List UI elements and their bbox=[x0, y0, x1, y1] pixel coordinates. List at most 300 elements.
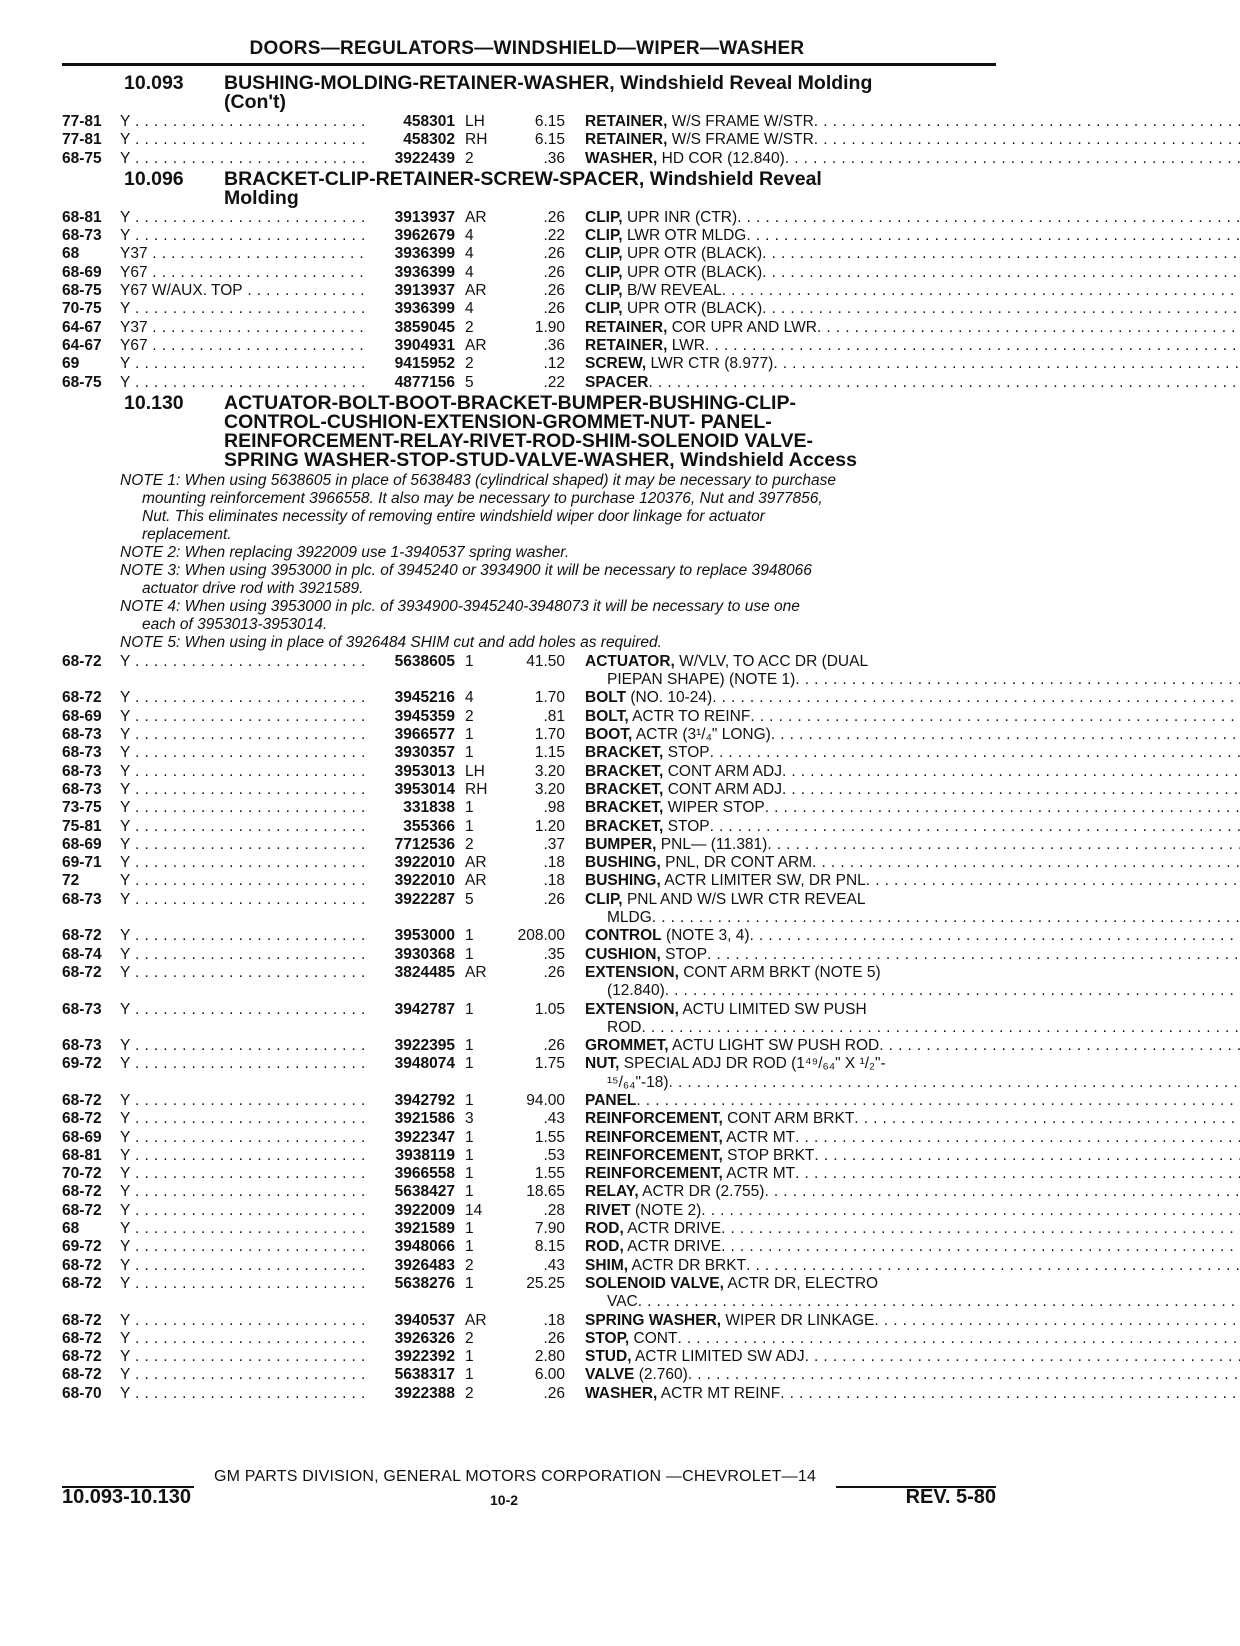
description-line bbox=[585, 245, 1240, 263]
part-number: 4877156 bbox=[394, 373, 455, 391]
part-name: REINFORCEMENT, bbox=[585, 1128, 723, 1146]
parts-row bbox=[62, 1165, 996, 1183]
description-line bbox=[585, 1055, 1240, 1073]
part-number: 3921586 bbox=[394, 1110, 455, 1128]
quantity: AR bbox=[465, 336, 487, 354]
description-line bbox=[585, 1202, 1240, 1220]
description-line bbox=[585, 1330, 1240, 1348]
description-text bbox=[585, 355, 773, 373]
dot-leader bbox=[866, 872, 1240, 890]
quantity: 1 bbox=[465, 1165, 474, 1183]
description-line bbox=[585, 337, 1240, 355]
price: 18.65 bbox=[526, 1183, 565, 1201]
model-years: 68-72 bbox=[62, 963, 102, 981]
part-detail: UPR INR (CTR) bbox=[626, 208, 738, 226]
part-description bbox=[585, 337, 1240, 355]
description-line bbox=[585, 319, 1240, 337]
part-description bbox=[585, 1348, 1240, 1366]
part-detail: UPR OTR (BLACK) bbox=[626, 263, 763, 281]
description-line bbox=[585, 1348, 1240, 1366]
dot-leader bbox=[746, 1257, 1240, 1275]
part-detail: ACTU LIGHT SW PUSH ROD bbox=[671, 1037, 880, 1055]
description-text bbox=[585, 1129, 795, 1147]
dot-leader bbox=[722, 282, 1240, 300]
part-name: REINFORCEMENT, bbox=[585, 1165, 723, 1183]
dot-leader bbox=[795, 1165, 1240, 1183]
quantity: 1 bbox=[465, 1128, 474, 1146]
dot-leader bbox=[785, 150, 1240, 168]
quantity: 1 bbox=[465, 1091, 474, 1109]
part-detail: ACTR DR (2.755) bbox=[642, 1183, 765, 1201]
description-text bbox=[585, 1165, 795, 1183]
section-title bbox=[224, 391, 996, 471]
part-detail: ACTR DRIVE bbox=[627, 1238, 722, 1256]
part-detail: (12.840) bbox=[607, 982, 665, 1000]
description-text bbox=[585, 245, 762, 263]
note bbox=[120, 598, 996, 634]
part-description bbox=[585, 1037, 1240, 1055]
quantity: 2 bbox=[465, 835, 474, 853]
part-name: CLIP, bbox=[585, 890, 623, 908]
description-line bbox=[585, 927, 1240, 945]
dot-leader bbox=[764, 1183, 1240, 1201]
dot-leader bbox=[874, 1312, 1240, 1330]
part-number: 5638317 bbox=[394, 1366, 455, 1384]
part-number: 3922010 bbox=[394, 854, 455, 872]
part-name: SOLENOID VALVE, bbox=[585, 1274, 724, 1292]
application: Y . . . bbox=[120, 1275, 370, 1312]
description-line bbox=[585, 836, 1240, 854]
model-years: 68-72 bbox=[62, 652, 102, 670]
dot-leader bbox=[652, 909, 1240, 927]
part-detail: CONT ARM BRKT (NOTE 5) bbox=[683, 963, 881, 981]
quantity: 1 bbox=[465, 1183, 474, 1201]
application: Y67 . . . bbox=[120, 264, 370, 282]
description-line bbox=[585, 689, 1240, 707]
parts-row bbox=[62, 927, 996, 945]
section-notes bbox=[62, 472, 996, 652]
description-line bbox=[585, 1275, 1240, 1293]
part-number: 3922395 bbox=[394, 1037, 455, 1055]
part-detail: UPR OTR (BLACK) bbox=[626, 245, 763, 263]
description-line bbox=[585, 891, 1240, 909]
parts-row bbox=[62, 1330, 996, 1348]
part-number: 3953000 bbox=[394, 927, 455, 945]
price: .26 bbox=[543, 300, 565, 318]
model-years: 68-73 bbox=[62, 227, 102, 245]
section-title-line: Molding bbox=[224, 186, 299, 209]
model-years: 68-69 bbox=[62, 1128, 102, 1146]
application: Y . . . bbox=[120, 763, 370, 781]
application: Y . . . bbox=[120, 781, 370, 799]
part-name: RETAINER, bbox=[585, 113, 668, 130]
description-text bbox=[585, 891, 866, 909]
parts-row bbox=[62, 726, 996, 744]
description-line bbox=[585, 799, 1240, 817]
quantity: 1 bbox=[465, 1238, 474, 1256]
application: Y67 . . . bbox=[120, 337, 370, 355]
section-heading bbox=[62, 391, 996, 471]
parts-row bbox=[62, 337, 996, 355]
quantity: 1 bbox=[465, 1037, 474, 1055]
parts-row bbox=[62, 1037, 996, 1055]
description-line bbox=[585, 781, 1240, 799]
part-description bbox=[585, 209, 1240, 227]
part-number: 3945216 bbox=[394, 689, 455, 707]
part-name: CLIP, bbox=[585, 263, 623, 281]
part-detail: HD COR (12.840) bbox=[661, 149, 785, 167]
quantity: 14 bbox=[465, 1201, 483, 1219]
price: .36 bbox=[543, 149, 565, 167]
part-name: BRACKET, bbox=[585, 799, 664, 817]
application: Y . . . bbox=[120, 891, 370, 928]
description-line bbox=[585, 872, 1240, 890]
dot-leader bbox=[773, 355, 1240, 373]
part-name: BUSHING, bbox=[585, 854, 661, 872]
parts-row bbox=[62, 818, 996, 836]
price: .28 bbox=[543, 1201, 565, 1219]
price: 7.90 bbox=[534, 1220, 565, 1238]
application: Y . . . bbox=[120, 1055, 370, 1092]
quantity: 4 bbox=[465, 227, 474, 245]
section-number: 10.096 bbox=[124, 167, 184, 190]
part-name: RIVET bbox=[585, 1201, 631, 1219]
parts-row bbox=[62, 1385, 996, 1403]
part-name: SHIM, bbox=[585, 1256, 629, 1274]
part-number: 7712536 bbox=[394, 835, 455, 853]
description-line bbox=[585, 744, 1240, 762]
part-detail: ACTR LIMITER SW, DR PNL bbox=[664, 872, 866, 890]
dot-leader bbox=[762, 245, 1240, 263]
part-name: RETAINER, bbox=[585, 318, 668, 336]
price: 1.90 bbox=[534, 318, 565, 336]
description-text bbox=[585, 763, 782, 781]
description-line bbox=[585, 1183, 1240, 1201]
quantity: 2 bbox=[465, 318, 474, 336]
application: Y . . . bbox=[120, 227, 370, 245]
model-years: 64-67 bbox=[62, 336, 102, 354]
part-number: 3922009 bbox=[394, 1201, 455, 1219]
quantity: 4 bbox=[465, 689, 474, 707]
description-text bbox=[585, 1183, 764, 1201]
model-years: 68-72 bbox=[62, 1274, 102, 1292]
note-line: each of 3953013-3953014. bbox=[142, 615, 328, 633]
description-text bbox=[585, 1385, 780, 1403]
description-text bbox=[585, 282, 722, 300]
note bbox=[120, 562, 996, 598]
part-description bbox=[585, 355, 1240, 373]
application: Y . . . bbox=[120, 726, 370, 744]
part-name: RETAINER, bbox=[585, 336, 668, 354]
parts-row bbox=[62, 946, 996, 964]
part-description bbox=[585, 781, 1240, 799]
application: Y . . . bbox=[120, 964, 370, 1001]
description-text bbox=[607, 1293, 638, 1311]
dot-leader bbox=[677, 1330, 1240, 1348]
description-text bbox=[585, 374, 648, 392]
section-number: 10.130 bbox=[124, 391, 184, 414]
parts-row bbox=[62, 1312, 996, 1330]
description-line bbox=[585, 1074, 1240, 1092]
dot-leader bbox=[648, 374, 1240, 392]
model-years: 69-72 bbox=[62, 1238, 102, 1256]
quantity: 1 bbox=[465, 1055, 474, 1073]
section-heading bbox=[62, 167, 996, 209]
model-years: 68-72 bbox=[62, 1110, 102, 1128]
description-text bbox=[607, 982, 665, 1000]
part-description bbox=[585, 1001, 1240, 1038]
price: .26 bbox=[543, 245, 565, 263]
quantity: 1 bbox=[465, 1348, 474, 1366]
description-text bbox=[585, 1037, 879, 1055]
part-description bbox=[585, 245, 1240, 263]
part-number: 3948074 bbox=[394, 1055, 455, 1073]
model-years: 68-75 bbox=[62, 149, 102, 167]
description-line bbox=[585, 763, 1240, 781]
quantity: AR bbox=[465, 963, 487, 981]
part-number: 3913937 bbox=[394, 208, 455, 226]
quantity: 2 bbox=[465, 149, 474, 167]
part-description bbox=[585, 1147, 1240, 1165]
price: .98 bbox=[543, 799, 565, 817]
price: .26 bbox=[543, 263, 565, 281]
part-detail: W/S FRAME W/STR bbox=[671, 131, 814, 149]
price: 1.15 bbox=[534, 744, 565, 762]
model-years: 68-73 bbox=[62, 726, 102, 744]
part-number: 3930368 bbox=[394, 945, 455, 963]
part-description bbox=[585, 744, 1240, 762]
dot-leader bbox=[665, 982, 1240, 1000]
part-detail: (NO. 10-24) bbox=[630, 689, 713, 707]
dot-leader bbox=[780, 1385, 1240, 1403]
application: Y . . . bbox=[120, 799, 370, 817]
note bbox=[120, 544, 996, 562]
parts-row bbox=[62, 319, 996, 337]
description-text bbox=[585, 1055, 886, 1073]
application: Y . . . bbox=[120, 872, 370, 890]
price: 6.15 bbox=[534, 131, 565, 149]
description-line bbox=[585, 1220, 1240, 1238]
price: .53 bbox=[543, 1146, 565, 1164]
part-detail: (2.760) bbox=[638, 1366, 688, 1384]
parts-row bbox=[62, 1348, 996, 1366]
part-name: GROMMET, bbox=[585, 1037, 669, 1055]
quantity: 5 bbox=[465, 373, 474, 391]
part-number: 5638427 bbox=[394, 1183, 455, 1201]
description-line bbox=[585, 1238, 1240, 1256]
parts-row bbox=[62, 300, 996, 318]
part-name: BUMPER, bbox=[585, 835, 657, 853]
model-years: 77-81 bbox=[62, 131, 102, 149]
part-name: BRACKET, bbox=[585, 744, 664, 762]
note-line: NOTE 2: When replacing 3922009 use 1-3940537 spring washer. bbox=[120, 543, 570, 561]
dot-leader bbox=[746, 227, 1240, 245]
parts-row bbox=[62, 872, 996, 890]
part-name: ROD, bbox=[585, 1238, 624, 1256]
description-text bbox=[585, 319, 817, 337]
dot-leader bbox=[750, 927, 1240, 945]
application: Y . . . bbox=[120, 1147, 370, 1165]
model-years: 68-72 bbox=[62, 1366, 102, 1384]
parts-row bbox=[62, 1055, 996, 1092]
parts-row bbox=[62, 744, 996, 762]
description-text bbox=[585, 1312, 874, 1330]
dot-leader bbox=[767, 836, 1240, 854]
description-text bbox=[585, 818, 710, 836]
model-years: 68-69 bbox=[62, 263, 102, 281]
section-title-line: SPRING WASHER-STOP-STUD-VALVE-WASHER, Windshield Access bbox=[224, 448, 857, 471]
description-text bbox=[607, 909, 652, 927]
dot-leader bbox=[765, 799, 1240, 817]
part-name: CLIP, bbox=[585, 208, 623, 226]
application: Y . . . bbox=[120, 300, 370, 318]
part-number: 3936399 bbox=[394, 263, 455, 281]
quantity: 4 bbox=[465, 263, 474, 281]
application: Y . . . bbox=[120, 744, 370, 762]
price: 1.20 bbox=[534, 817, 565, 835]
model-years: 68-72 bbox=[62, 1311, 102, 1329]
part-number: 3904931 bbox=[394, 336, 455, 354]
part-detail: UPR OTR (BLACK) bbox=[626, 300, 763, 318]
part-number: 3930357 bbox=[394, 744, 455, 762]
price: .36 bbox=[543, 336, 565, 354]
part-detail: PIEPAN SHAPE) (NOTE 1) bbox=[607, 671, 796, 689]
part-description bbox=[585, 319, 1240, 337]
part-number: 331838 bbox=[403, 799, 455, 817]
part-description bbox=[585, 1092, 1240, 1110]
part-name: CONTROL bbox=[585, 927, 662, 945]
application: Y . . . bbox=[120, 1202, 370, 1220]
part-number: 3922347 bbox=[394, 1128, 455, 1146]
section-title-line: BRACKET-CLIP-RETAINER-SCREW-SPACER, Windshield Reveal bbox=[224, 167, 822, 190]
part-detail: LWR bbox=[671, 336, 705, 354]
application: Y . . . bbox=[120, 1366, 370, 1384]
part-description bbox=[585, 1165, 1240, 1183]
parts-row bbox=[62, 1147, 996, 1165]
quantity: 2 bbox=[465, 355, 474, 373]
part-detail: LWR OTR MLDG bbox=[626, 227, 747, 245]
dot-leader bbox=[805, 1348, 1240, 1366]
part-description bbox=[585, 1055, 1240, 1092]
quantity: LH bbox=[465, 762, 485, 780]
price: .35 bbox=[543, 945, 565, 963]
description-text bbox=[585, 1275, 878, 1293]
quantity: 1 bbox=[465, 927, 474, 945]
description-text bbox=[585, 653, 868, 671]
part-detail: ACTR DRIVE bbox=[627, 1220, 722, 1238]
model-years: 68-81 bbox=[62, 208, 102, 226]
description-line bbox=[585, 1165, 1240, 1183]
model-years: 69-72 bbox=[62, 1055, 102, 1073]
dot-leader bbox=[814, 1147, 1240, 1165]
application: Y37 . . . bbox=[120, 319, 370, 337]
description-text bbox=[585, 781, 782, 799]
part-number: 3953014 bbox=[394, 780, 455, 798]
footer-revision: REV. 5-80 bbox=[905, 1486, 996, 1508]
dot-leader bbox=[762, 264, 1240, 282]
part-description bbox=[585, 818, 1240, 836]
quantity: 1 bbox=[465, 1146, 474, 1164]
part-description bbox=[585, 150, 1240, 168]
part-detail: (NOTE 2) bbox=[634, 1201, 702, 1219]
price: 208.00 bbox=[517, 927, 565, 945]
description-text bbox=[585, 1202, 701, 1220]
model-years: 68-73 bbox=[62, 780, 102, 798]
description-line bbox=[585, 113, 1240, 131]
model-years: 68-74 bbox=[62, 945, 102, 963]
dot-leader bbox=[669, 1074, 1240, 1092]
description-text bbox=[585, 799, 765, 817]
part-description bbox=[585, 1183, 1240, 1201]
parts-row bbox=[62, 1202, 996, 1220]
part-description bbox=[585, 131, 1240, 149]
quantity: AR bbox=[465, 282, 487, 300]
part-name: CUSHION, bbox=[585, 945, 661, 963]
part-detail: W/S FRAME W/STR bbox=[671, 113, 814, 130]
description-line bbox=[585, 300, 1240, 318]
dot-leader bbox=[636, 1092, 1240, 1110]
quantity: AR bbox=[465, 872, 487, 890]
model-years: 70-72 bbox=[62, 1165, 102, 1183]
part-number: 3945359 bbox=[394, 707, 455, 725]
dot-leader bbox=[814, 113, 1240, 131]
application: Y . . . bbox=[120, 854, 370, 872]
model-years: 68 bbox=[62, 1220, 80, 1238]
part-name: BUSHING, bbox=[585, 872, 661, 890]
part-name: ACTUATOR, bbox=[585, 652, 675, 670]
parts-row bbox=[62, 1275, 996, 1312]
parts-row bbox=[62, 1220, 996, 1238]
note-line: replacement. bbox=[142, 525, 232, 543]
description-line bbox=[585, 282, 1240, 300]
part-detail: ACTR DR BRKT bbox=[631, 1256, 747, 1274]
price: .43 bbox=[543, 1110, 565, 1128]
dot-leader bbox=[795, 671, 1240, 689]
description-text bbox=[585, 1001, 867, 1019]
description-line bbox=[585, 1129, 1240, 1147]
parts-row bbox=[62, 264, 996, 282]
part-name: CLIP, bbox=[585, 300, 623, 318]
description-text bbox=[585, 1366, 688, 1384]
part-description bbox=[585, 1220, 1240, 1238]
part-number: 3926483 bbox=[394, 1256, 455, 1274]
part-detail: COR UPR AND LWR bbox=[671, 318, 817, 336]
part-number: 3936399 bbox=[394, 300, 455, 318]
model-years: 68-73 bbox=[62, 1000, 102, 1018]
part-number: 3966577 bbox=[394, 726, 455, 744]
part-name: VALVE bbox=[585, 1366, 635, 1384]
model-years: 73-75 bbox=[62, 799, 102, 817]
part-name: SPACER bbox=[585, 373, 649, 391]
application: Y . . . bbox=[120, 131, 370, 149]
part-name: RELAY, bbox=[585, 1183, 639, 1201]
part-name: EXTENSION, bbox=[585, 963, 679, 981]
quantity: 1 bbox=[465, 1000, 474, 1018]
model-years: 68-72 bbox=[62, 1201, 102, 1219]
quantity: 1 bbox=[465, 726, 474, 744]
price: .18 bbox=[543, 1311, 565, 1329]
description-text bbox=[585, 1330, 677, 1348]
dot-leader bbox=[707, 946, 1240, 964]
model-years: 68-73 bbox=[62, 762, 102, 780]
section-title bbox=[224, 74, 996, 112]
part-description bbox=[585, 374, 1240, 392]
quantity: 1 bbox=[465, 652, 474, 670]
part-name: WASHER, bbox=[585, 1384, 658, 1402]
part-name: BRACKET, bbox=[585, 762, 664, 780]
part-description bbox=[585, 854, 1240, 872]
parts-row bbox=[62, 1129, 996, 1147]
